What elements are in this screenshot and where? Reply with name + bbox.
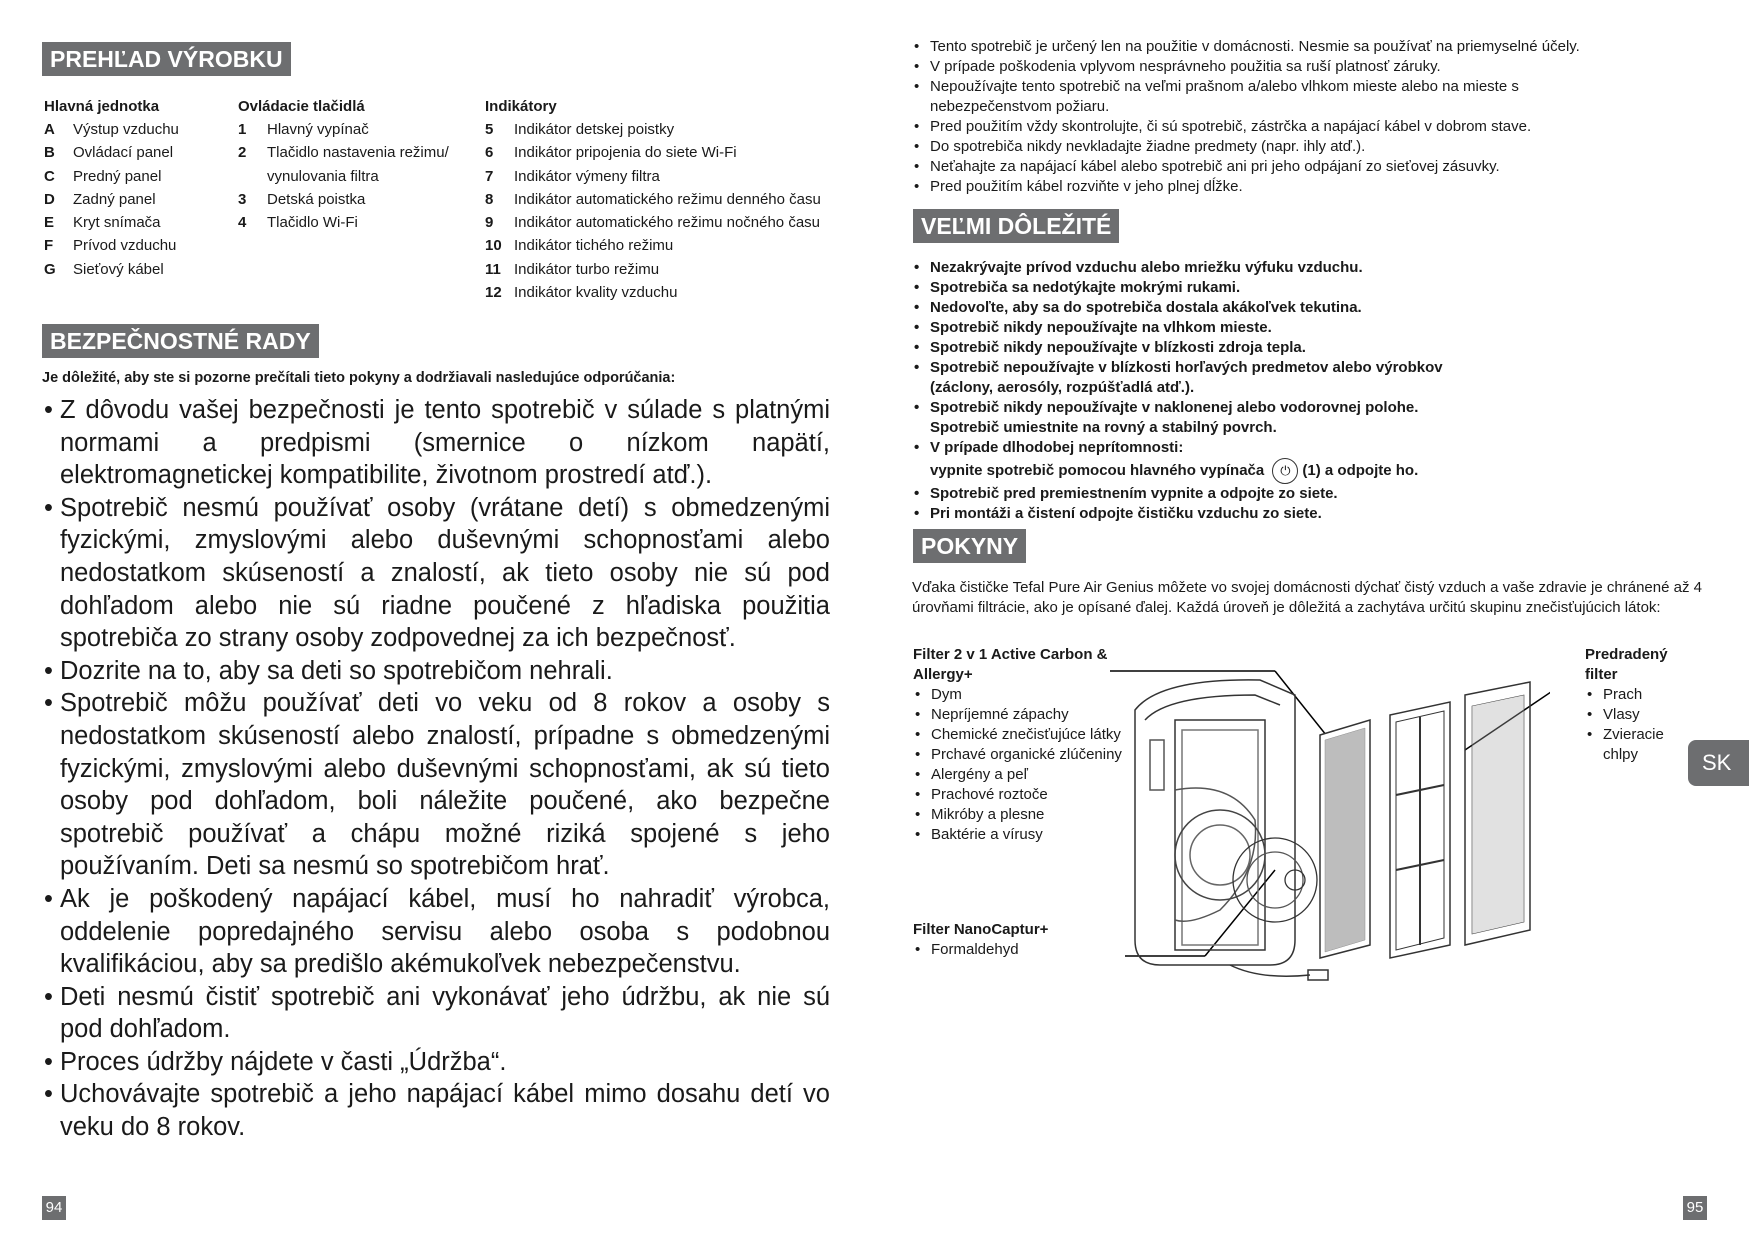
safety-bullet: • Uchovávajte spotrebič a jeho napájací kábel mimo dosahu detí vo veku do 8 rokov.	[42, 1078, 830, 1143]
legend-key: F	[44, 237, 54, 255]
instructions-heading: POKYNY	[913, 529, 1026, 563]
general-bullets	[912, 37, 1632, 197]
absence-line2a: vypnite spotrebič pomocou hlavného vypínača	[930, 461, 1265, 479]
safety-bullet: • Dozrite na to, aby sa deti so spotrebičom nehrali.	[42, 655, 830, 688]
filter-nano-list	[913, 940, 1093, 960]
legend-row	[44, 165, 234, 188]
filter-nano-item: • Formaldehyd	[913, 940, 1093, 960]
legend-label: Ovládací panel	[73, 144, 174, 162]
legend-label: Indikátor automatického režimu nočného času	[514, 214, 821, 232]
important-heading: VEĽMI DÔLEŽITÉ	[913, 209, 1119, 243]
legend-key: B	[44, 144, 55, 162]
filter-carbon-item: • Dym	[913, 685, 1123, 705]
legend-row	[44, 258, 234, 281]
legend-key: 4	[238, 214, 247, 232]
nanocaptur-filter	[1233, 838, 1317, 922]
filter-carbon-item: • Baktérie a vírusy	[913, 825, 1123, 845]
legend-label: Sieťový kábel	[73, 260, 164, 278]
important-bullet: • Pri montáži a čistení odpojte čističku vzduchu zo siete.	[912, 504, 1472, 524]
indicators-column	[485, 96, 830, 304]
legend-label: Hlavný vypínač	[267, 121, 369, 138]
absence-line2b: (1) a odpojte ho.	[1302, 461, 1419, 479]
legend-key: 2	[238, 144, 247, 162]
important-bullet: • Spotrebič nikdy nepoužívajte v naklonenej alebo vodorovnej polohe. Spotrebič umiestnite na rovný a stabilný povrch.	[912, 398, 1472, 438]
pre-filter	[1465, 682, 1530, 945]
prefilter-list	[1585, 685, 1685, 765]
important-after-list	[912, 484, 1472, 524]
legend-row	[44, 141, 234, 164]
purifier-body	[1135, 680, 1328, 980]
important-bullet: • Nedovoľte, aby sa do spotrebiča dostala akákoľvek tekutina.	[912, 298, 1472, 318]
legend-label: Indikátor kvality vzduchu	[514, 284, 678, 302]
legend-key: 5	[485, 121, 494, 138]
absence-list	[912, 438, 1472, 484]
filter-carbon-item: • Nepríjemné zápachy	[913, 705, 1123, 725]
important-bullet: • Spotrebiča sa nedotýkajte mokrými rukami.	[912, 278, 1472, 298]
instructions-text: Vďaka čističke Tefal Pure Air Genius môžete vo svojej domácnosti dýchať čistý vzduch a vaše zdravie je chránené až 4 úrovňami filtrácie, ako je opísané ďalej. Každá úroveň je dôležitá a zachytáva určitú skupinu znečisťujúcich látok:	[912, 579, 1702, 616]
main-unit-list	[44, 118, 234, 281]
legend-row	[238, 188, 463, 211]
purifier-exploded-diagram	[1080, 640, 1550, 990]
important-block	[912, 258, 1472, 524]
filter-carbon-title: Filter 2 v 1 Active Carbon & Allergy+	[913, 646, 1108, 683]
filter-carbon-item: • Alergény a peľ	[913, 765, 1123, 785]
legend-label: Indikátor pripojenia do siete Wi-Fi	[514, 144, 737, 162]
legend-row	[485, 141, 830, 164]
absence-item	[912, 438, 1472, 484]
important-bullet: • Spotrebič nikdy nepoužívajte v blízkosti zdroja tepla.	[912, 338, 1472, 358]
safety-bullet: • Ak je poškodený napájací kábel, musí ho nahradiť výrobca, oddelenie popredajného servisu alebo osoba s podobnou kvalifikáciou, aby sa predišlo akémukoľvek nebezpečenstvu.	[42, 883, 830, 981]
prefilter-item: • Zvieracie chlpy	[1585, 725, 1685, 765]
general-bullet: • Pred použitím kábel rozviňte v jeho plnej dĺžke.	[912, 177, 1632, 197]
general-bullet: • Neťahajte za napájací kábel alebo spotrebič ani pri jeho odpájaní zo sieťovej zásuvky.	[912, 157, 1632, 177]
legend-label: Kryt snímača	[73, 214, 161, 232]
overview-heading: PREHĽAD VÝROBKU	[42, 42, 291, 76]
important-bullet: • Nezakrývajte prívod vzduchu alebo mriežku výfuku vzduchu.	[912, 258, 1472, 278]
legend-label: Indikátor detskej poistky	[514, 121, 675, 138]
safety-intro: Je dôležité, aby ste si pozorne prečítali tieto pokyny a dodržiavali nasledujúce odporúčania:	[42, 370, 676, 386]
legend-key: 6	[485, 144, 494, 162]
language-tab: SK	[1688, 740, 1749, 786]
general-bullet: • Nepoužívajte tento spotrebič na veľmi prašnom a/alebo vlhkom mieste alebo na mieste s nebezpečenstvom požiaru.	[912, 77, 1632, 117]
legend-row	[44, 188, 234, 211]
legend-row	[238, 118, 463, 141]
important-bullet: • Spotrebič pred premiestnením vypnite a odpojte zo siete.	[912, 484, 1472, 504]
prefilter-item: • Prach	[1585, 685, 1685, 705]
general-bullet: • V prípade poškodenia vplyvom nesprávneho použitia sa ruší platnosť záruky.	[912, 57, 1632, 77]
important-bullet: • Spotrebič nikdy nepoužívajte na vlhkom mieste.	[912, 318, 1472, 338]
legend-row	[44, 234, 234, 257]
important-bullet: • Spotrebič nepoužívajte v blízkosti horľavých predmetov alebo výrobkov (záclony, aerosóly, rozpúšťadlá atď.).	[912, 358, 1472, 398]
legend-key: 9	[485, 214, 494, 232]
general-bullet: • Tento spotrebič je určený len na použitie v domácnosti. Nesmie sa používať na priemyselné účely.	[912, 37, 1632, 57]
legend-row	[238, 211, 463, 234]
legend-key: 10	[485, 237, 502, 255]
page-number-right: 95	[1683, 1196, 1707, 1220]
legend-row	[485, 258, 830, 281]
main-unit-header: Hlavná jednotka	[44, 98, 160, 115]
legend-key: D	[44, 190, 55, 208]
legend-label: Indikátor tichého režimu	[514, 237, 674, 255]
important-list	[912, 258, 1472, 438]
indicators-header: Indikátory	[485, 98, 557, 115]
safety-bullet: • Z dôvodu vašej bezpečnosti je tento spotrebič v súlade s platnými normami a predpismi (smernice o nízkom napätí, elektromagnetickej kompatibilite, životnom prostredí atď.).	[42, 394, 830, 492]
buttons-header: Ovládacie tlačidlá	[238, 98, 365, 115]
absence-line1: V prípade dlhodobej neprítomnosti:	[930, 439, 1184, 456]
legend-label: Výstup vzduchu	[73, 121, 179, 138]
legend-row	[485, 234, 830, 257]
page-number-left: 94	[42, 1196, 66, 1220]
prefilter-item: • Vlasy	[1585, 705, 1685, 725]
legend-label: Zadný panel	[73, 190, 156, 208]
legend-row	[485, 211, 830, 234]
legend-key: G	[44, 260, 56, 278]
prefilter-label	[1585, 645, 1685, 765]
legend-key: C	[44, 167, 55, 185]
legend-key: 8	[485, 190, 494, 208]
legend-label: Indikátor turbo režimu	[514, 260, 660, 278]
legend-label: Detská poistka	[267, 190, 366, 208]
filter-nano-label	[913, 920, 1093, 960]
indicators-list	[485, 118, 830, 304]
safety-bullet: • Spotrebič nesmú používať osoby (vrátane detí) s obmedzenými fyzickými, zmyslovými alebo duševnými schopnosťami alebo nedostatkom skúseností a znalostí, ak tieto osoby nie sú pod dohľadom alebo nie sú riadne poučené z hľadiska použitia spotrebiča zo strany osoby zodpovednej za ich bezpečnosť.	[42, 492, 830, 655]
legend-label: Indikátor výmeny filtra	[514, 167, 660, 185]
legend-row	[44, 118, 234, 141]
filter-carbon-item: • Prchavé organické zlúčeniny	[913, 745, 1123, 765]
buttons-list	[238, 118, 463, 234]
legend-key: E	[44, 214, 55, 232]
legend-key: 3	[238, 190, 247, 208]
general-bullet: • Pred použitím vždy skontrolujte, či sú spotrebič, zástrčka a napájací kábel v dobrom stave.	[912, 117, 1632, 137]
legend-key: 1	[238, 121, 247, 138]
legend-row	[485, 165, 830, 188]
legend-label: Predný panel	[73, 167, 162, 185]
legend-row	[485, 281, 830, 304]
legend-key: 12	[485, 284, 502, 302]
legend-label: Indikátor automatického režimu denného času	[514, 190, 821, 208]
safety-heading: BEZPEČNOSTNÉ RADY	[42, 324, 319, 358]
legend-label: Tlačidlo nastavenia režimu/ vynulovania filtra	[267, 144, 449, 185]
power-icon: ⏻	[1272, 458, 1298, 484]
legend-row	[485, 188, 830, 211]
safety-list	[42, 394, 830, 1144]
prefilter-title: Predradený filter	[1585, 646, 1668, 683]
legend-label: Tlačidlo Wi-Fi	[267, 214, 358, 232]
carbon-filter	[1320, 720, 1370, 958]
legend-key: 11	[485, 260, 501, 278]
filter-carbon-item: • Prachové roztoče	[913, 785, 1123, 805]
filter-nano-title: Filter NanoCaptur+	[913, 921, 1049, 938]
legend-label: Prívod vzduchu	[73, 237, 177, 255]
safety-bullet: • Proces údržby nájdete v časti „Údržba“.	[42, 1046, 830, 1079]
legend-row	[44, 211, 234, 234]
legend-key: A	[44, 121, 55, 138]
main-unit-column	[44, 96, 234, 281]
buttons-column	[238, 96, 463, 234]
legend-row	[238, 141, 463, 188]
hepa-frame	[1390, 702, 1450, 958]
filter-carbon-item: • Chemické znečisťujúce látky	[913, 725, 1123, 745]
safety-bullet: • Deti nesmú čistiť spotrebič ani vykonávať jeho údržbu, ak nie sú pod dohľadom.	[42, 981, 830, 1046]
legend-row	[485, 118, 830, 141]
legend-key: 7	[485, 167, 494, 185]
safety-bullet: • Spotrebič môžu používať deti vo veku od 8 rokov a osoby s nedostatkom skúseností alebo znalostí, prípadne s obmedzenými fyzickými, zmyslovými alebo duševnými schopnosťami, ak sú tieto osoby pod dohľadom, boli náležite poučené, ako bezpečne spotrebič používať a chápu možné riziká spojené s jeho používaním. Deti sa nesmú so spotrebičom hrať.	[42, 687, 830, 883]
general-bullet: • Do spotrebiča nikdy nevkladajte žiadne predmety (napr. ihly atď.).	[912, 137, 1632, 157]
filter-carbon-item: • Mikróby a plesne	[913, 805, 1123, 825]
